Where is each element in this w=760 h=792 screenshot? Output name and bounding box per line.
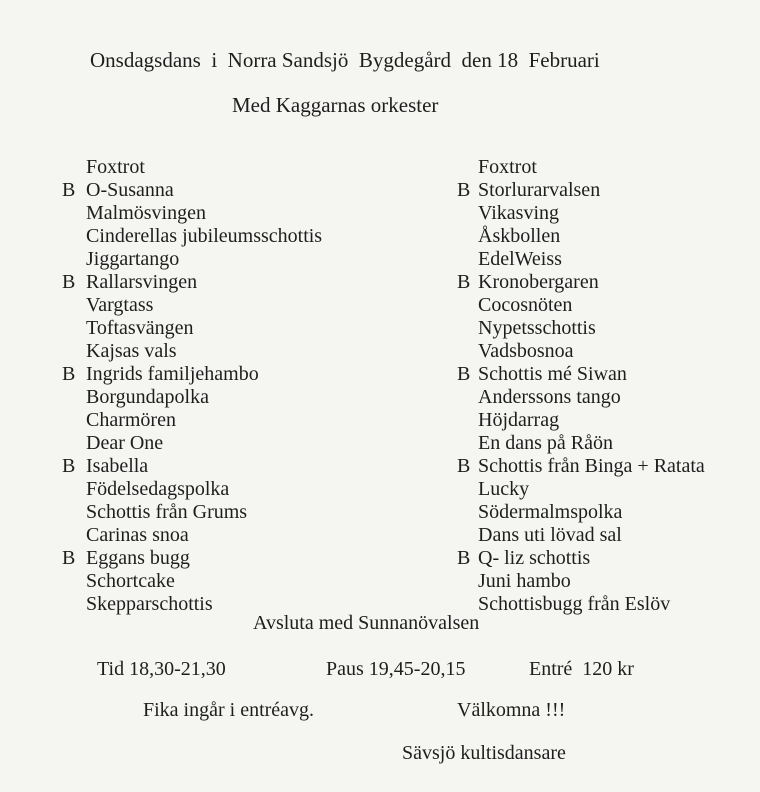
b-marker: B (62, 271, 76, 293)
song-title: Vadsbosnoa (478, 340, 574, 362)
b-marker (62, 386, 86, 409)
b-marker (62, 570, 86, 593)
b-marker (457, 524, 478, 547)
b-marker (457, 501, 478, 524)
song-title: Vikasving (478, 202, 560, 224)
program-column-left (62, 156, 322, 616)
program-item (62, 340, 322, 363)
program-item (457, 455, 705, 478)
program-item (457, 547, 705, 570)
time-info: Tid 18,30-21,30 (97, 658, 226, 680)
song-title: Foxtrot (86, 156, 145, 178)
organizer-signature: Sävsjö kultisdansare (402, 742, 566, 764)
song-title: Rallarsvingen (86, 271, 198, 293)
b-marker: B (62, 547, 76, 569)
program-item (62, 409, 322, 432)
program-item (457, 179, 705, 202)
song-title: Kronobergaren (478, 271, 599, 293)
song-title: Isabella (86, 455, 149, 477)
song-title: En dans på Råön (478, 432, 613, 454)
event-title: Onsdagsdans i Norra Sandsjö Bygdegård den 18 Februari (90, 48, 600, 72)
program-item (457, 363, 705, 386)
song-title: Charmören (86, 409, 176, 431)
song-title: Anderssons tango (478, 386, 621, 408)
program-item (62, 225, 322, 248)
song-title: Jiggartango (86, 248, 180, 270)
program-item (457, 409, 705, 432)
program-item (62, 570, 322, 593)
welcome-note: Välkomna !!! (457, 699, 566, 721)
b-marker (62, 409, 86, 432)
song-title: Borgundapolka (86, 386, 209, 408)
program-item (457, 501, 705, 524)
b-marker (457, 340, 478, 363)
song-title: EdelWeiss (478, 248, 562, 270)
b-marker (457, 432, 478, 455)
b-marker (457, 317, 478, 340)
program-item (457, 225, 705, 248)
b-marker (62, 202, 86, 225)
song-title: Foxtrot (478, 156, 537, 178)
program-item (457, 202, 705, 225)
program-item (62, 363, 322, 386)
song-title: Malmösvingen (86, 202, 206, 224)
program-item (457, 156, 705, 179)
fika-note: Fika ingår i entréavg. (143, 699, 315, 721)
b-marker (62, 317, 86, 340)
song-title: Dans uti lövad sal (478, 524, 622, 546)
pause-info: Paus 19,45-20,15 (326, 658, 466, 680)
b-marker (62, 593, 86, 616)
program-item (62, 478, 322, 501)
b-marker (62, 340, 86, 363)
b-marker (62, 501, 86, 524)
program-item (457, 432, 705, 455)
program-item (457, 570, 705, 593)
program-item (457, 524, 705, 547)
b-marker: B (457, 455, 471, 477)
song-title: Schottis från Binga + Ratata (478, 455, 705, 477)
b-marker: B (62, 455, 76, 477)
song-title: Q- liz schottis (478, 547, 591, 569)
song-title: Vargtass (86, 294, 154, 316)
program-item (457, 271, 705, 294)
b-marker (457, 478, 478, 501)
b-marker (62, 432, 86, 455)
song-title: Carinas snoa (86, 524, 189, 546)
program-item (457, 386, 705, 409)
song-title: Lucky (478, 478, 530, 500)
b-marker (457, 386, 478, 409)
song-title: Skepparschottis (86, 593, 213, 615)
program-item (62, 156, 322, 179)
b-marker (457, 294, 478, 317)
song-title: Toftasvängen (86, 317, 194, 339)
program-item (457, 478, 705, 501)
program-item (62, 179, 322, 202)
song-title: Storlurarvalsen (478, 179, 601, 201)
b-marker (62, 156, 86, 179)
song-title: Södermalmspolka (478, 501, 623, 523)
program-column-right (457, 156, 705, 616)
song-title: Schortcake (86, 570, 175, 592)
program-item (62, 547, 322, 570)
program-item (62, 501, 322, 524)
program-item (62, 386, 322, 409)
b-marker: B (457, 547, 471, 569)
song-title: Schottisbugg från Eslöv (478, 593, 671, 615)
program-item (62, 271, 322, 294)
b-marker: B (457, 363, 471, 385)
song-title: Schottis från Grums (86, 501, 248, 523)
program-item (457, 340, 705, 363)
b-marker (62, 248, 86, 271)
b-marker (62, 524, 86, 547)
program-item (457, 593, 705, 616)
b-marker: B (457, 271, 471, 293)
b-marker (457, 225, 478, 248)
song-title: Åskbollen (478, 225, 561, 247)
b-marker: B (457, 179, 471, 201)
b-marker (62, 225, 86, 248)
dance-program-list (0, 156, 760, 618)
b-marker (457, 202, 478, 225)
b-marker (62, 294, 86, 317)
b-marker: B (62, 179, 76, 201)
program-item (62, 432, 322, 455)
b-marker (62, 478, 86, 501)
song-title: Cinderellas jubileumsschottis (86, 225, 323, 247)
program-item (62, 455, 322, 478)
song-title: Ingrids familjehambo (86, 363, 259, 385)
program-item (457, 294, 705, 317)
song-title: O-Susanna (86, 179, 174, 201)
b-marker (457, 156, 478, 179)
program-item (457, 317, 705, 340)
song-title: Eggans bugg (86, 547, 190, 569)
song-title: Schottis mé Siwan (478, 363, 627, 385)
song-title: Juni hambo (478, 570, 571, 592)
program-item (62, 317, 322, 340)
b-marker (457, 570, 478, 593)
closing-dance-line: Avsluta med Sunnanövalsen (253, 612, 480, 634)
song-title: Höjdarrag (478, 409, 560, 431)
program-item (62, 524, 322, 547)
orchestra-subtitle: Med Kaggarnas orkester (232, 93, 439, 117)
program-item (62, 248, 322, 271)
b-marker (457, 409, 478, 432)
program-item (62, 202, 322, 225)
b-marker: B (62, 363, 76, 385)
song-title: Födelsedagspolka (86, 478, 230, 500)
b-marker (457, 248, 478, 271)
song-title: Nypetsschottis (478, 317, 596, 339)
song-title: Kajsas vals (86, 340, 177, 362)
program-item (457, 248, 705, 271)
entry-fee-info: Entré 120 kr (529, 658, 634, 680)
program-item (62, 294, 322, 317)
song-title: Dear One (86, 432, 164, 454)
song-title: Cocosnöten (478, 294, 573, 316)
